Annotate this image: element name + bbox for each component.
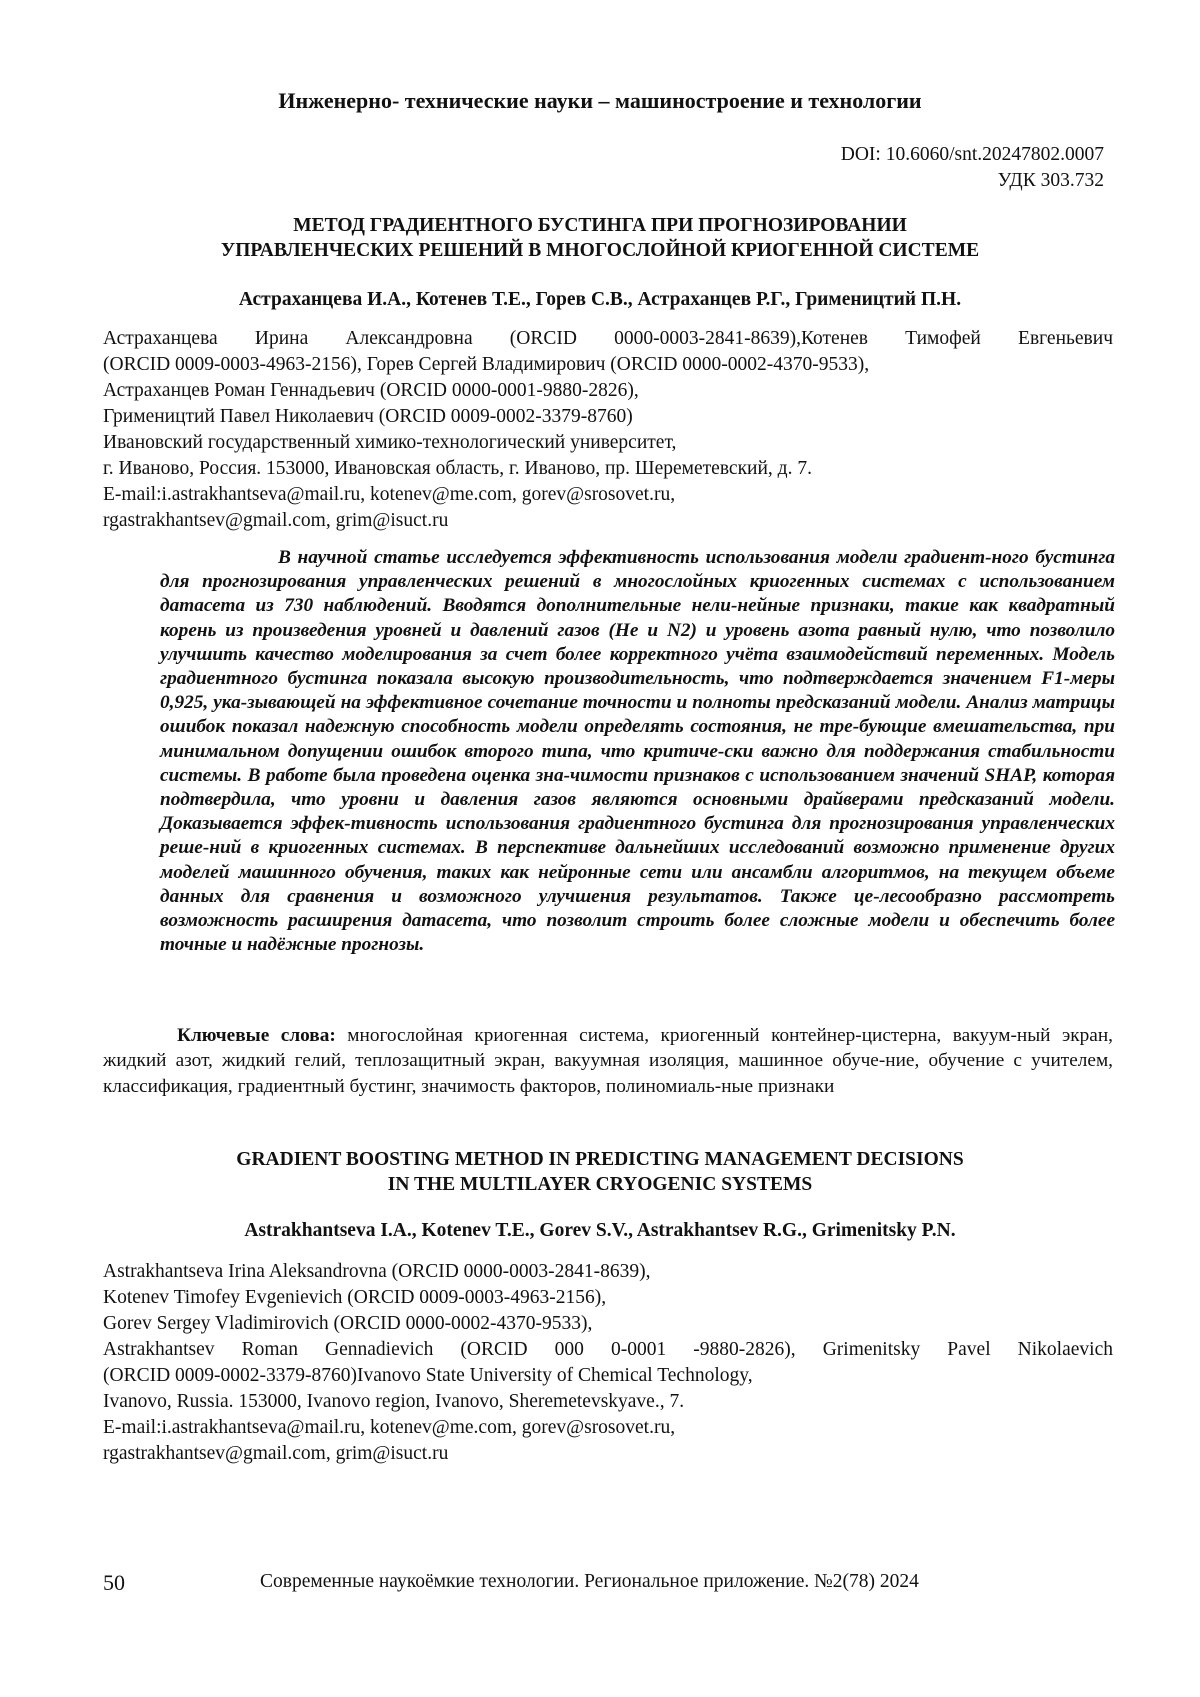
affiliation-line: (ORCID 0009-0002-3379-8760)Ivanovo State University of Chemical Technology, [103, 1365, 753, 1386]
keywords-text: многослойная криогенная система, криогенный контейнер-цистерна, вакуум-ный экран, жидкий азот, жидкий гелий, теплозащитный экран, вакуумная изоляция, машинное обуче-ние, обучение с учителем, классификация, градиентный бустинг, значимость факторов, полиномиаль-ные признаки [103, 1025, 1113, 1097]
affiliation-line: E-mail:i.astrakhantseva@mail.ru, kotenev@me.com, gorev@srosovet.ru, [103, 484, 676, 505]
journal-footer: Современные наукоёмкие технологии. Региональное приложение. №2(78) 2024 [260, 1571, 919, 1592]
article-identifiers [841, 142, 1104, 194]
en-affiliations [103, 1259, 1113, 1467]
udk: УДК 303.732 [997, 170, 1104, 191]
affiliation-line: (ORCID 0009-0003-4963-2156), Горев Сергей Владимирович (ORCID 0000-0002-4370-9533), [103, 354, 870, 375]
affiliation-line: Астраханцев Роман Геннадьевич (ORCID 0000-0001-9880-2826), [103, 380, 639, 401]
affiliation-line: Ivanovo, Russia. 153000, Ivanovo region, Ivanovo, Sheremetevskyave., 7. [103, 1391, 685, 1412]
affiliation-line: rgastrakhantsev@gmail.com, grim@isuct.ru [103, 1443, 449, 1464]
ru-title-line: УПРАВЛЕНЧЕСКИХ РЕШЕНИЙ В МНОГОСЛОЙНОЙ КРИОГЕННОЙ СИСТЕМЕ [220, 240, 980, 261]
affiliation-line: rgastrakhantsev@gmail.com, grim@isuct.ru [103, 510, 449, 531]
affiliation-line: E-mail:i.astrakhantseva@mail.ru, kotenev@me.com, gorev@srosovet.ru, [103, 1417, 676, 1438]
affiliation-line: г. Иваново, Россия. 153000, Ивановская область, г. Иваново, пр. Шереметевский, д. 7. [103, 458, 812, 479]
affiliation-line: Kotenev Timofey Evgenievich (ORCID 0009-0003-4963-2156), [103, 1287, 607, 1308]
affiliation-line: Гримеництий Павел Николаевич (ORCID 0009-0002-3379-8760) [103, 406, 633, 427]
en-authors: Astrakhantseva I.A., Kotenev T.E., Gorev S.V., Astrakhantsev R.G., Grimenitsky P.N. [244, 1220, 956, 1241]
keywords-label: Ключевые слова: [177, 1025, 336, 1046]
affiliation-line: Астраханцева Ирина Александровна (ORCID 0000-0003-2841-8639),Котенев Тимофей Евгеньевич [103, 328, 1113, 349]
affiliation-line: Astrakhantsev Roman Gennadievich (ORCID 000 0-0001 -9880-2826), Grimenitsky Pavel Nikolaevich [103, 1339, 1113, 1360]
ru-abstract [160, 546, 1115, 957]
affiliation-line: Ивановский государственный химико-технологический университет, [103, 432, 677, 453]
section-header: Инженерно- технические науки – машиностроение и технологии [278, 88, 922, 113]
ru-title [90, 213, 1110, 263]
page-number: 50 [103, 1570, 125, 1595]
ru-affiliations [103, 326, 1113, 534]
affiliation-line: Gorev Sergey Vladimirovich (ORCID 0000-0002-4370-9533), [103, 1313, 593, 1334]
ru-authors: Астраханцева И.А., Котенев Т.Е., Горев С.В., Астраханцев Р.Г., Гримеництий П.Н. [238, 289, 962, 310]
affiliation-line: Astrakhantseva Irina Aleksandrovna (ORCID 0000-0003-2841-8639), [103, 1261, 651, 1282]
ru-keywords [103, 1023, 1113, 1099]
en-title-line: IN THE MULTILAYER CRYOGENIC SYSTEMS [387, 1174, 813, 1195]
en-title-line: GRADIENT BOOSTING METHOD IN PREDICTING MANAGEMENT DECISIONS [236, 1149, 964, 1170]
en-title [90, 1147, 1110, 1197]
abstract-text: В научной статье исследуется эффективность использования модели градиент-ного бустинга для прогнозирования управленческих решений в многослойных криогенных системах с использованием датасета из 730 наблюдений. Вводятся дополнительные нели-нейные признаки, такие как квадратный корень из произведения уровней и давлений газов (He и N2) и уровень азота равный нулю, что позволило улучшить качество моделирования за счет более корректного учёта взаимодействий переменных. Модель градиентного бустинга показала высокую производительность, что подтверждается значением F1-меры 0,925, ука-зывающей на эффективное сочетание точности и полноты предсказаний модели. Анализ матрицы ошибок показал надежную способность модели определять состояния, не тре-бующие вмешательства, при минимальном допущении ошибок второго типа, что критиче-ски важно для поддержания стабильности системы. В работе была проведена оценка зна-чимости признаков с использованием значений SHAP, которая подтвердила, что уровни и давления газов являются основными драйверами предсказаний модели. Доказывается эффек-тивность использования градиентного бустинга для прогнозирования управленческих реше-ний в криогенных системах. В перспективе дальнейших исследований возможно применение других моделей машинного обучения, таких как нейронные сети или ансамбли алгоритмов, на текущем объеме данных для сравнения и возможного улучшения результатов. Также це-лесообразно рассмотреть возможность расширения датасета, что позволит строить более сложные модели и обеспечить более точные и надёжные прогнозы. [160, 547, 1115, 956]
doi: DOI: 10.6060/snt.20247802.0007 [840, 144, 1104, 165]
ru-title-line: МЕТОД ГРАДИЕНТНОГО БУСТИНГА ПРИ ПРОГНОЗИРОВАНИИ [293, 215, 907, 236]
